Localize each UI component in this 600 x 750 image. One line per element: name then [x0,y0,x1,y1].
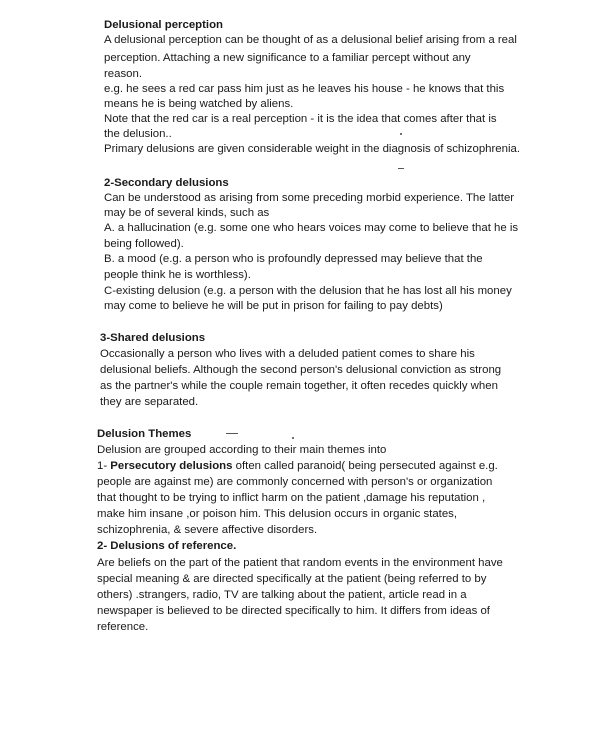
scan-mark [398,168,404,169]
heading-delusions-of-reference: 2- Delusions of reference. [97,540,237,552]
paragraph-line: others) .strangers, radio, TV are talking about the patient, article read in a [97,589,467,601]
paragraph-line: A. a hallucination (e.g. some one who hears voices may come to believe that he is [104,222,519,234]
paragraph-line: may be of several kinds, such as [104,207,270,219]
paragraph-line: reference. [97,621,149,633]
scan-mark [226,433,238,434]
paragraph-line: Delusion are grouped according to their main themes into [97,444,387,456]
heading-shared-delusions: 3-Shared delusions [100,332,206,344]
paragraph-line: C-existing delusion (e.g. a person with the delusion that he has lost all his money [104,285,512,297]
paragraph-line: reason. [104,68,142,80]
paragraph-line: means he is being watched by aliens. [104,98,294,110]
paragraph-line: e.g. he sees a red car pass him just as he leaves his house - he knows that this [104,83,505,95]
paragraph-line: make him insane ,or poison him. This delusion occurs in organic states, [97,508,458,520]
paragraph-line: people are against me) are commonly concerned with person's or organization [97,476,493,488]
paragraph-line: Note that the red car is a real perception - it is the idea that comes after that is [104,113,497,125]
list-item-text: often called paranoid( being persecuted against e.g. [232,460,498,472]
heading-delusion-themes: Delusion Themes [97,428,192,440]
heading-secondary-delusions: 2-Secondary delusions [104,177,229,189]
scan-dot [400,133,402,135]
heading-delusional-perception: Delusional perception [104,19,223,31]
paragraph-line: as the partner's while the couple remain together, it often recedes quickly when [100,380,498,392]
paragraph-line: Can be understood as arising from some preceding morbid experience. The latter [104,192,515,204]
paragraph-line: that thought to be trying to inflict harm on the patient ,damage his reputation , [97,492,486,504]
paragraph-line: Are beliefs on the part of the patient that random events in the environment have [97,557,503,569]
scan-dot [292,437,294,439]
paragraph-line: A delusional perception can be thought of as a delusional belief arising from a real [104,34,517,46]
paragraph-line: schizophrenia, & severe affective disorders. [97,524,318,536]
paragraph-line: perception. Attaching a new significance to a familiar percept without any [104,52,471,64]
paragraph-line: people think he is worthless). [104,269,251,281]
paragraph-line: may come to believe he will be put in prison for failing to pay debts) [104,300,443,312]
list-item-persecutory [97,459,498,473]
paragraph-line: B. a mood (e.g. a person who is profoundly depressed may believe that the [104,253,483,265]
paragraph-line: the delusion.. [104,128,172,140]
paragraph-line: Occasionally a person who lives with a deluded patient comes to share his [100,348,475,360]
paragraph-line: Primary delusions are given considerable weight in the diagnosis of schizophrenia. [104,143,520,155]
paragraph-line: delusional beliefs. Although the second person's delusional conviction as strong [100,364,502,376]
term-persecutory-delusions: Persecutory delusions [110,460,233,472]
paragraph-line: they are separated. [100,396,199,408]
paragraph-line: special meaning & are directed specifically at the patient (being referred to by [97,573,487,585]
paragraph-line: being followed). [104,238,184,250]
list-number: 1- [97,460,111,472]
paragraph-line: newspaper is believed to be directed specifically to him. It differs from ideas of [97,605,490,617]
